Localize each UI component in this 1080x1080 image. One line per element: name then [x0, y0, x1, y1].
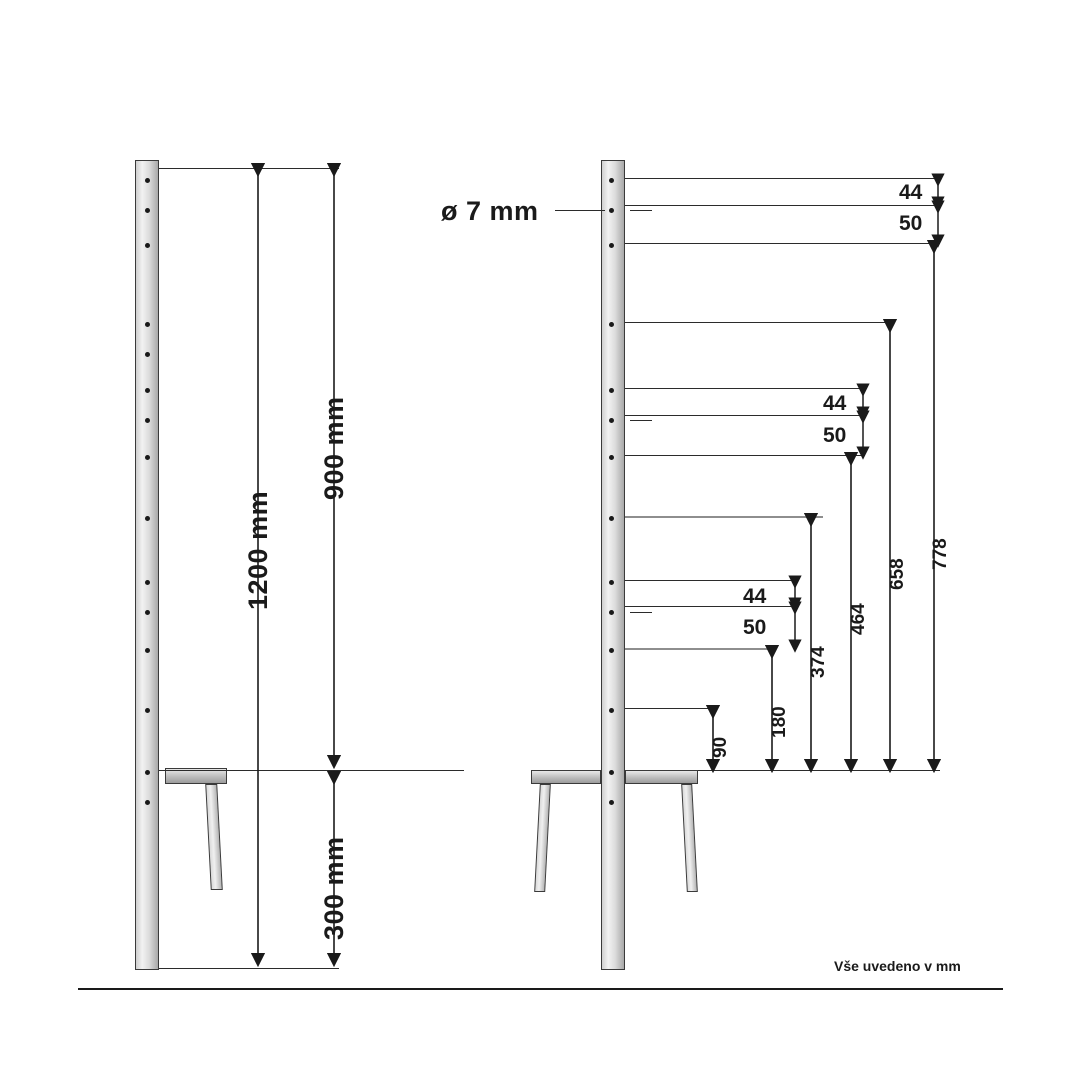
extension-line-ground — [159, 770, 464, 771]
dim-label-top-50: 50 — [899, 212, 923, 235]
dim-label-300: 300 mm — [319, 836, 349, 940]
post-hole — [145, 516, 150, 521]
post-hole — [609, 418, 614, 423]
extension-line — [625, 322, 895, 323]
post-hole — [609, 580, 614, 585]
dim-label-374: 374 — [808, 646, 829, 678]
right-foot-plate-left — [531, 770, 601, 784]
post-hole — [609, 322, 614, 327]
post-hole — [609, 648, 614, 653]
dim-label-mid-50: 50 — [823, 424, 847, 447]
post-hole — [609, 770, 614, 775]
post-hole — [609, 708, 614, 713]
post-hole — [145, 708, 150, 713]
dim-label-658: 658 — [887, 558, 908, 590]
dim-label-top-44: 44 — [899, 181, 923, 204]
right-foot-plate-right — [625, 770, 698, 784]
left-anchor-leg — [205, 784, 223, 890]
left-post-profile — [135, 160, 159, 970]
hole-callout-leader — [555, 210, 605, 211]
post-hole — [609, 178, 614, 183]
post-hole — [145, 418, 150, 423]
dim-label-90: 90 — [710, 736, 731, 758]
post-hole — [609, 208, 614, 213]
post-hole — [145, 208, 150, 213]
units-note: Vše uvedeno v mm — [834, 958, 961, 974]
extension-line — [625, 388, 865, 389]
post-hole — [145, 455, 150, 460]
hole-callout-tick — [630, 420, 652, 421]
post-hole — [609, 800, 614, 805]
extension-line — [625, 178, 940, 179]
extension-line-bottom — [159, 968, 339, 969]
post-hole — [145, 610, 150, 615]
extension-line — [625, 708, 715, 709]
post-hole — [145, 770, 150, 775]
dim-label-180: 180 — [769, 706, 790, 738]
extension-line — [625, 648, 773, 650]
ground-line — [78, 988, 1003, 990]
hole-diameter-label: ø 7 mm — [441, 196, 539, 226]
dim-label-778: 778 — [930, 538, 951, 570]
extension-line — [625, 580, 797, 581]
extension-line — [625, 606, 797, 607]
post-hole — [145, 388, 150, 393]
post-hole — [145, 648, 150, 653]
post-hole — [145, 243, 150, 248]
right-anchor-leg-left — [534, 784, 551, 892]
extension-line — [625, 516, 823, 518]
extension-line — [625, 243, 940, 244]
hole-callout-tick — [630, 612, 652, 613]
post-hole — [145, 580, 150, 585]
post-hole — [145, 352, 150, 357]
dim-label-mid-44: 44 — [823, 392, 847, 415]
extension-line-top — [159, 168, 339, 169]
right-anchor-leg-right — [681, 784, 698, 892]
post-hole — [145, 800, 150, 805]
post-hole — [145, 322, 150, 327]
post-hole — [609, 243, 614, 248]
post-hole — [609, 516, 614, 521]
dim-label-1200: 1200 mm — [243, 490, 273, 610]
post-hole — [609, 388, 614, 393]
extension-line-baseline — [698, 770, 940, 771]
right-post-profile — [601, 160, 625, 970]
post-hole — [609, 610, 614, 615]
hole-callout-tick — [630, 210, 652, 211]
post-hole — [609, 455, 614, 460]
extension-line — [625, 205, 940, 206]
post-hole — [145, 178, 150, 183]
extension-line — [625, 455, 865, 456]
dim-label-900: 900 mm — [319, 396, 349, 500]
dim-label-low-50: 50 — [743, 616, 767, 639]
dim-label-464: 464 — [848, 603, 869, 635]
dim-label-low-44: 44 — [743, 585, 767, 608]
